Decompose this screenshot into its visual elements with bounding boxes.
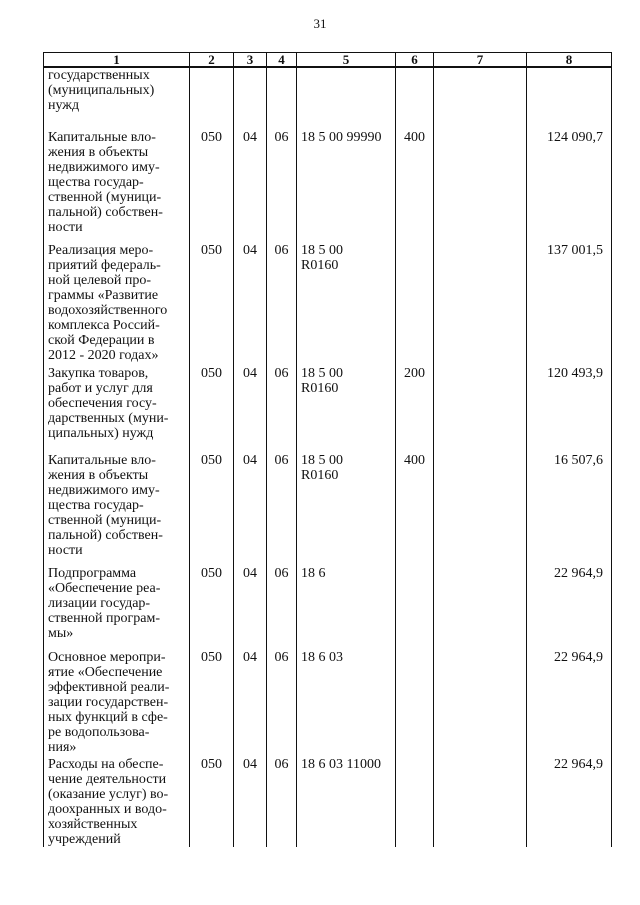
table-row	[44, 566, 612, 650]
column-header: 1	[44, 53, 190, 68]
table-row	[44, 650, 612, 757]
cell-col7	[434, 650, 527, 757]
cell-target-article: 18 6 03 11000	[297, 757, 396, 847]
row-name: Расходы на обеспе- чение деятельности (оказание услуг) во- доохранных и водо- хозяйственных учреждений	[44, 757, 190, 847]
cell-section: 04	[234, 650, 267, 757]
cell-col7	[434, 67, 527, 130]
table-row	[44, 243, 612, 366]
cell-subsection: 06	[267, 566, 297, 650]
row-name: Закупка товаров, работ и услуг для обеспечения госу- дарственных (муни- ципальных) нужд	[44, 366, 190, 453]
cell-expense-type	[396, 243, 434, 366]
cell-expense-type	[396, 566, 434, 650]
cell-expense-type	[396, 757, 434, 847]
cell-amount: 22 964,9	[527, 757, 612, 847]
row-name: Подпрограмма «Обеспечение реа- лизации государ- ственной програм- мы»	[44, 566, 190, 650]
cell-ministry-code: 050	[190, 453, 234, 566]
cell-target-article: 18 5 00 R0160	[297, 366, 396, 453]
row-name: Основное меропри- ятие «Обеспечение эффективной реали- зации государствен- ных функций в сфе- ре водопользова- ния»	[44, 650, 190, 757]
column-header: 4	[267, 53, 297, 68]
row-name: государственных (муниципальных) нужд	[44, 67, 190, 130]
column-header: 2	[190, 53, 234, 68]
cell-amount: 16 507,6	[527, 453, 612, 566]
cell-section: 04	[234, 453, 267, 566]
cell-amount: 22 964,9	[527, 650, 612, 757]
column-header: 5	[297, 53, 396, 68]
cell-target-article	[297, 67, 396, 130]
table-row	[44, 366, 612, 453]
cell-ministry-code: 050	[190, 243, 234, 366]
cell-expense-type	[396, 650, 434, 757]
column-header: 6	[396, 53, 434, 68]
cell-ministry-code: 050	[190, 650, 234, 757]
budget-table	[43, 52, 611, 847]
cell-expense-type	[396, 67, 434, 130]
cell-col7	[434, 130, 527, 243]
cell-expense-type: 200	[396, 366, 434, 453]
cell-target-article: 18 5 00 R0160	[297, 453, 396, 566]
column-header: 7	[434, 53, 527, 68]
table-row	[44, 757, 612, 847]
cell-expense-type: 400	[396, 453, 434, 566]
cell-col7	[434, 453, 527, 566]
cell-col7	[434, 243, 527, 366]
column-header: 8	[527, 53, 612, 68]
cell-subsection	[267, 67, 297, 130]
cell-section: 04	[234, 130, 267, 243]
cell-col7	[434, 566, 527, 650]
cell-section	[234, 67, 267, 130]
cell-amount: 120 493,9	[527, 366, 612, 453]
cell-ministry-code: 050	[190, 366, 234, 453]
cell-subsection: 06	[267, 650, 297, 757]
cell-subsection: 06	[267, 453, 297, 566]
cell-ministry-code: 050	[190, 130, 234, 243]
cell-amount: 124 090,7	[527, 130, 612, 243]
table-row	[44, 67, 612, 130]
column-header: 3	[234, 53, 267, 68]
cell-target-article: 18 5 00 R0160	[297, 243, 396, 366]
cell-col7	[434, 366, 527, 453]
row-name: Реализация меро- приятий федераль- ной целевой про- граммы «Развитие водохозяйственного комплекса Россий- ской Федерации в 2012 - 2020 годах»	[44, 243, 190, 366]
cell-ministry-code	[190, 67, 234, 130]
cell-ministry-code: 050	[190, 757, 234, 847]
cell-expense-type: 400	[396, 130, 434, 243]
cell-section: 04	[234, 366, 267, 453]
cell-target-article: 18 6	[297, 566, 396, 650]
cell-target-article: 18 5 00 99990	[297, 130, 396, 243]
table-row	[44, 453, 612, 566]
cell-amount: 137 001,5	[527, 243, 612, 366]
cell-subsection: 06	[267, 757, 297, 847]
cell-subsection: 06	[267, 130, 297, 243]
cell-amount	[527, 67, 612, 130]
row-name: Капитальные вло- жения в объекты недвижимого иму- щества государ- ственной (муници- пальной) собствен- ности	[44, 453, 190, 566]
cell-section: 04	[234, 757, 267, 847]
table-header-row	[44, 53, 612, 68]
cell-col7	[434, 757, 527, 847]
cell-section: 04	[234, 243, 267, 366]
table-row	[44, 130, 612, 243]
cell-subsection: 06	[267, 243, 297, 366]
row-name: Капитальные вло- жения в объекты недвижимого иму- щества государ- ственной (муници- пальной) собствен- ности	[44, 130, 190, 243]
cell-amount: 22 964,9	[527, 566, 612, 650]
page-number: 31	[313, 16, 327, 31]
cell-subsection: 06	[267, 366, 297, 453]
cell-target-article: 18 6 03	[297, 650, 396, 757]
cell-section: 04	[234, 566, 267, 650]
cell-ministry-code: 050	[190, 566, 234, 650]
